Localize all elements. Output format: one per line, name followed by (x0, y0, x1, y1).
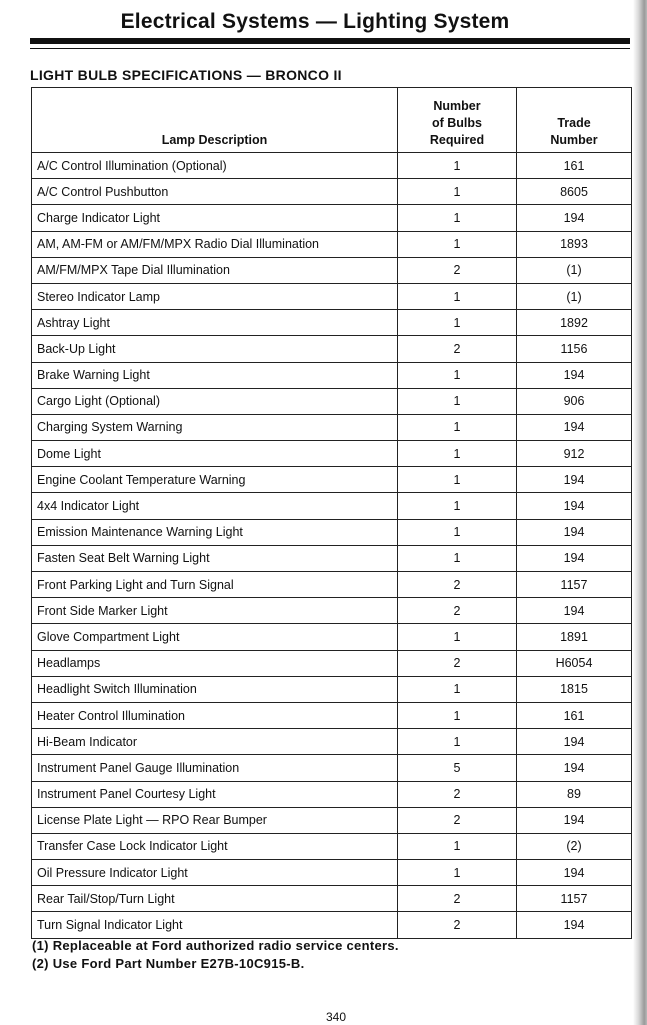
lamp-description-cell: Cargo Light (Optional) (32, 388, 398, 414)
bulb-count-cell: 1 (398, 729, 517, 755)
trade-number-cell: 8605 (517, 179, 632, 205)
table-row (32, 153, 632, 179)
bulb-count-cell: 2 (398, 807, 517, 833)
lamp-description-cell: Back-Up Light (32, 336, 398, 362)
bulb-count-cell: 1 (398, 283, 517, 309)
lamp-description-cell: 4x4 Indicator Light (32, 493, 398, 519)
lamp-description-cell: Charging System Warning (32, 414, 398, 440)
bulb-count-cell: 1 (398, 702, 517, 728)
footnote-2: (2) Use Ford Part Number E27B-10C915-B. (32, 956, 305, 971)
lamp-description-cell: Brake Warning Light (32, 362, 398, 388)
bulb-count-cell: 1 (398, 519, 517, 545)
table-row (32, 205, 632, 231)
table-row (32, 650, 632, 676)
trade-number-cell: 1815 (517, 676, 632, 702)
table-row (32, 545, 632, 571)
bulb-count-cell: 2 (398, 598, 517, 624)
bulb-count-cell: 2 (398, 886, 517, 912)
table-row (32, 755, 632, 781)
bulb-count-cell: 1 (398, 231, 517, 257)
trade-number-cell: 194 (517, 205, 632, 231)
bulb-count-cell: 1 (398, 624, 517, 650)
lamp-description-cell: Glove Compartment Light (32, 624, 398, 650)
trade-number-cell: (1) (517, 257, 632, 283)
bulb-count-cell: 1 (398, 388, 517, 414)
table-row (32, 414, 632, 440)
bulb-count-cell: 1 (398, 833, 517, 859)
trade-number-cell: 1892 (517, 310, 632, 336)
bulb-count-cell: 1 (398, 414, 517, 440)
trade-number-cell: 1891 (517, 624, 632, 650)
trade-number-cell: 1893 (517, 231, 632, 257)
bulb-count-cell: 1 (398, 493, 517, 519)
trade-number-cell: 1156 (517, 336, 632, 362)
table-row (32, 467, 632, 493)
section-heading: LIGHT BULB SPECIFICATIONS — BRONCO II (30, 67, 342, 83)
bulb-count-cell: 5 (398, 755, 517, 781)
table-header-row (32, 88, 632, 153)
bulb-count-cell: 1 (398, 676, 517, 702)
lamp-description-cell: Stereo Indicator Lamp (32, 283, 398, 309)
trade-number-cell: 1157 (517, 886, 632, 912)
table-row (32, 441, 632, 467)
title-rule-thick (30, 38, 630, 44)
lamp-description-cell: Dome Light (32, 441, 398, 467)
table-row (32, 624, 632, 650)
trade-number-cell: 194 (517, 807, 632, 833)
trade-number-cell: H6054 (517, 650, 632, 676)
trade-number-cell: 194 (517, 545, 632, 571)
trade-number-cell: (2) (517, 833, 632, 859)
lamp-description-cell: Fasten Seat Belt Warning Light (32, 545, 398, 571)
lamp-description-cell: Turn Signal Indicator Light (32, 912, 398, 938)
trade-number-cell: 194 (517, 860, 632, 886)
page-number: 340 (325, 1010, 347, 1024)
table-row (32, 912, 632, 938)
lamp-description-cell: Rear Tail/Stop/Turn Light (32, 886, 398, 912)
bulb-count-cell: 1 (398, 153, 517, 179)
table-row (32, 362, 632, 388)
header-bulbs-line-2: of Bulbs (432, 116, 482, 130)
lamp-description-cell: Engine Coolant Temperature Warning (32, 467, 398, 493)
trade-number-cell: 161 (517, 702, 632, 728)
trade-number-cell: 194 (517, 519, 632, 545)
lamp-description-cell: AM/FM/MPX Tape Dial Illumination (32, 257, 398, 283)
lamp-description-cell: Instrument Panel Gauge Illumination (32, 755, 398, 781)
table-row (32, 519, 632, 545)
lamp-description-cell: Instrument Panel Courtesy Light (32, 781, 398, 807)
trade-number-cell: 194 (517, 414, 632, 440)
table-row (32, 336, 632, 362)
table-row (32, 676, 632, 702)
bulb-specifications-table (31, 87, 632, 939)
bulb-count-cell: 1 (398, 545, 517, 571)
lamp-description-cell: Headlight Switch Illumination (32, 676, 398, 702)
trade-number-cell: 906 (517, 388, 632, 414)
lamp-description-cell: Emission Maintenance Warning Light (32, 519, 398, 545)
bulb-count-cell: 1 (398, 310, 517, 336)
trade-number-cell: 194 (517, 755, 632, 781)
page-title: Electrical Systems — Lighting System (120, 10, 510, 33)
header-bulbs-line-3: Required (429, 133, 485, 147)
header-trade-line-1: Trade (557, 116, 591, 130)
table-row (32, 572, 632, 598)
trade-number-cell: 912 (517, 441, 632, 467)
table-row (32, 388, 632, 414)
trade-number-cell: 194 (517, 729, 632, 755)
table-row (32, 257, 632, 283)
lamp-description-cell: Heater Control Illumination (32, 702, 398, 728)
table-row (32, 283, 632, 309)
lamp-description-cell: A/C Control Illumination (Optional) (32, 153, 398, 179)
lamp-description-cell: Front Parking Light and Turn Signal (32, 572, 398, 598)
lamp-description-cell: Charge Indicator Light (32, 205, 398, 231)
table-row (32, 598, 632, 624)
trade-number-cell: 194 (517, 467, 632, 493)
table-row (32, 833, 632, 859)
lamp-description-cell: Hi-Beam Indicator (32, 729, 398, 755)
header-lamp-description (32, 88, 398, 153)
table-row (32, 179, 632, 205)
bulb-count-cell: 2 (398, 336, 517, 362)
table-row (32, 493, 632, 519)
bulb-count-cell: 2 (398, 257, 517, 283)
footnote-1: (1) Replaceable at Ford authorized radio service centers. (32, 938, 399, 953)
trade-number-cell: 194 (517, 362, 632, 388)
title-rule-thin (30, 48, 630, 49)
table-row (32, 729, 632, 755)
bulb-count-cell: 1 (398, 860, 517, 886)
lamp-description-cell: Headlamps (32, 650, 398, 676)
trade-number-cell: 194 (517, 912, 632, 938)
trade-number-cell: 161 (517, 153, 632, 179)
bulb-count-cell: 1 (398, 179, 517, 205)
trade-number-cell: 1157 (517, 572, 632, 598)
table-row (32, 702, 632, 728)
trade-number-cell: (1) (517, 283, 632, 309)
lamp-description-cell: License Plate Light — RPO Rear Bumper (32, 807, 398, 833)
bulb-count-cell: 1 (398, 441, 517, 467)
lamp-description-cell: A/C Control Pushbutton (32, 179, 398, 205)
trade-number-cell: 89 (517, 781, 632, 807)
lamp-description-cell: Oil Pressure Indicator Light (32, 860, 398, 886)
footnotes (32, 937, 399, 973)
lamp-description-cell: Ashtray Light (32, 310, 398, 336)
header-trade-line-2: Number (550, 133, 598, 147)
lamp-description-cell: Transfer Case Lock Indicator Light (32, 833, 398, 859)
header-trade-number (517, 88, 632, 153)
lamp-description-cell: AM, AM-FM or AM/FM/MPX Radio Dial Illumination (32, 231, 398, 257)
bulb-count-cell: 2 (398, 650, 517, 676)
table-row (32, 231, 632, 257)
table-row (32, 781, 632, 807)
trade-number-cell: 194 (517, 493, 632, 519)
header-number-of-bulbs (398, 88, 517, 153)
bulb-count-cell: 2 (398, 781, 517, 807)
bulb-count-cell: 1 (398, 467, 517, 493)
header-lamp-description-label: Lamp Description (161, 133, 268, 147)
table-row (32, 860, 632, 886)
trade-number-cell: 194 (517, 598, 632, 624)
bulb-count-cell: 2 (398, 912, 517, 938)
page-edge-shadow (633, 0, 647, 1025)
table-row (32, 807, 632, 833)
bulb-count-cell: 1 (398, 362, 517, 388)
lamp-description-cell: Front Side Marker Light (32, 598, 398, 624)
table-row (32, 310, 632, 336)
bulb-count-cell: 2 (398, 572, 517, 598)
header-bulbs-line-1: Number (433, 99, 481, 113)
bulb-count-cell: 1 (398, 205, 517, 231)
table-row (32, 886, 632, 912)
